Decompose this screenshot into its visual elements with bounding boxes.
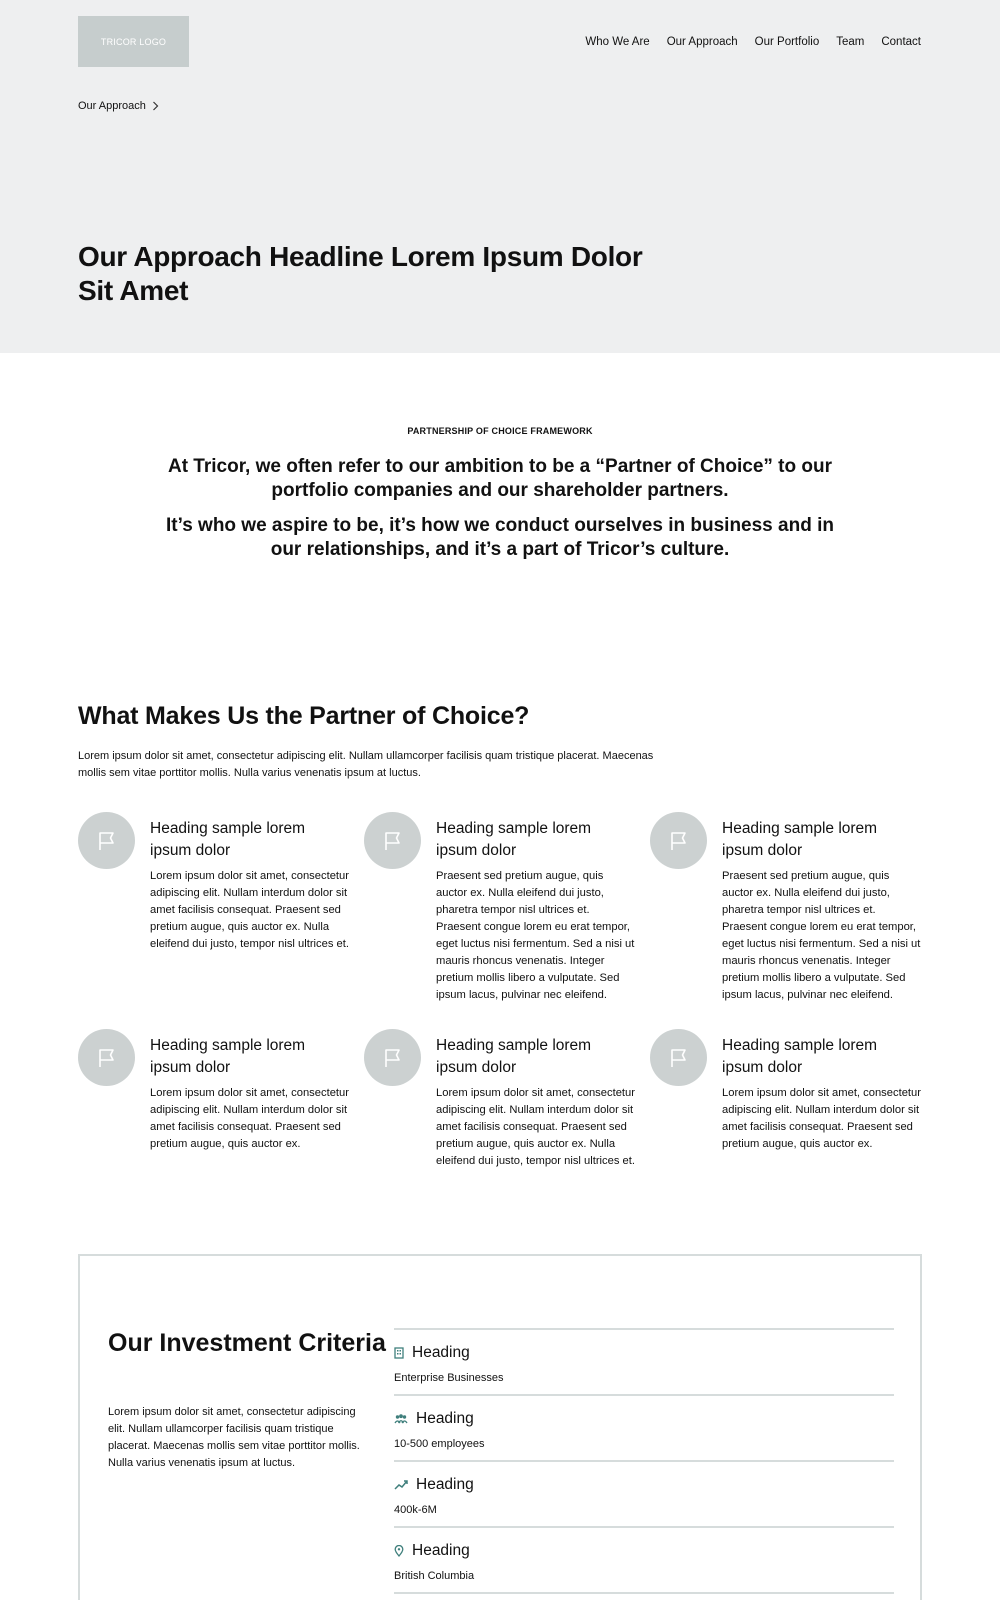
building-icon [394, 1347, 404, 1359]
criteria-row [394, 1328, 894, 1394]
feature-body: Lorem ipsum dolor sit amet, consectetur adipiscing elit. Nullam interdum dolor sit amet facilisis consequat. Praesent sed pretium augue, quis auctor ex. [722, 1087, 921, 1150]
main-nav [568, 36, 921, 48]
feature-heading: Heading sample lorem ipsum dolor [436, 820, 592, 859]
flag-icon [364, 1029, 421, 1086]
page-title: Our Approach Headline Lorem Ipsum Dolor Sit Amet [78, 241, 643, 306]
criteria-title: Our Investment Criteria [108, 1329, 386, 1357]
feature-heading: Heading sample lorem ipsum dolor [436, 1037, 592, 1076]
criteria-description: Lorem ipsum dolor sit amet, consectetur adipiscing elit. Nullam ullamcorper facilisis quam tristique placerat. Maecenas mollis sem vitae porttitor mollis. Nulla varius venenatis ipsum at luctus. [108, 1406, 360, 1469]
hero-section [0, 0, 1000, 353]
criteria-value: 10-500 employees [394, 1438, 485, 1450]
flag-icon [650, 1029, 707, 1086]
nav-team[interactable]: Team [836, 36, 865, 48]
criteria-value: 400k-6M [394, 1504, 437, 1516]
feature-heading: Heading sample lorem ipsum dolor [150, 820, 306, 859]
site-logo[interactable]: TRICOR LOGO [78, 16, 189, 67]
feature-heading: Heading sample lorem ipsum dolor [722, 820, 878, 859]
chevron-right-icon [152, 101, 159, 111]
flag-icon [78, 812, 135, 869]
criteria-heading: Heading [412, 1542, 470, 1559]
location-pin-icon [394, 1545, 404, 1557]
investment-criteria-box [78, 1254, 922, 1600]
breadcrumb-label: Our Approach [78, 100, 146, 112]
criteria-divider [394, 1592, 894, 1594]
feature-body: Lorem ipsum dolor sit amet, consectetur adipiscing elit. Nullam interdum dolor sit amet facilisis consequat. Praesent sed pretium augue, quis auctor ex. [150, 1087, 349, 1150]
partner-section-title: What Makes Us the Partner of Choice? [78, 702, 530, 730]
criteria-heading: Heading [416, 1410, 474, 1427]
nav-contact[interactable]: Contact [881, 36, 921, 48]
feature-body: Lorem ipsum dolor sit amet, consectetur adipiscing elit. Nullam interdum dolor sit amet facilisis consequat. Praesent sed pretium augue, quis auctor ex. Nulla eleifend dui justo, tempor nisl ultrices et. [150, 870, 349, 950]
flag-icon [364, 812, 421, 869]
criteria-heading: Heading [412, 1344, 470, 1361]
growth-icon [394, 1479, 408, 1491]
breadcrumb[interactable] [78, 100, 159, 112]
framework-eyebrow: PARTNERSHIP OF CHOICE FRAMEWORK [407, 426, 593, 436]
feature-body: Praesent sed pretium augue, quis auctor ex. Nulla eleifend dui justo, pharetra tempor nisl ultrices et. Praesent congue lorem eu erat tempor, eget luctus nisi fermentum. Sed a nisi ut mauris rhoncus venenatis. Integer pretium mollis libero a vulputate. Sed ipsum lacus, pulvinar nec eleifend. [722, 870, 921, 1001]
partner-section-intro: Lorem ipsum dolor sit amet, consectetur adipiscing elit. Nullam ullamcorper facilisis quam tristique placerat. Maecenas mollis sem vitae porttitor mollis. Nulla varius venenatis ipsum at luctus. [78, 750, 654, 779]
feature-body: Lorem ipsum dolor sit amet, consectetur adipiscing elit. Nullam interdum dolor sit amet facilisis consequat. Praesent sed pretium augue, quis auctor ex. Nulla eleifend dui justo, tempor nisl ultrices et. [436, 1087, 635, 1167]
feature-heading: Heading sample lorem ipsum dolor [150, 1037, 306, 1076]
criteria-value: British Columbia [394, 1570, 475, 1582]
criteria-row [394, 1394, 894, 1460]
criteria-row [394, 1460, 894, 1526]
flag-icon [650, 812, 707, 869]
framework-lead-1: At Tricor, we often refer to our ambition to be a “Partner of Choice” to our portfolio companies and our shareholder partners. [167, 456, 832, 501]
nav-who-we-are[interactable]: Who We Are [585, 36, 650, 48]
feature-heading: Heading sample lorem ipsum dolor [722, 1037, 878, 1076]
criteria-heading: Heading [416, 1476, 474, 1493]
nav-our-portfolio[interactable]: Our Portfolio [754, 36, 820, 48]
feature-body: Praesent sed pretium augue, quis auctor ex. Nulla eleifend dui justo, pharetra tempor nisl ultrices et. Praesent congue lorem eu erat tempor, eget luctus nisi fermentum. Sed a nisi ut mauris rhoncus venenatis. Integer pretium mollis libero a vulputate. Sed ipsum lacus, pulvinar nec eleifend. [436, 870, 635, 1001]
flag-icon [78, 1029, 135, 1086]
criteria-value: Enterprise Businesses [394, 1372, 504, 1384]
nav-our-approach[interactable]: Our Approach [666, 36, 738, 48]
framework-lead-2: It’s who we aspire to be, it’s how we conduct ourselves in business and in our relationships, and it’s a part of Tricor’s culture. [166, 515, 834, 560]
people-icon [394, 1413, 408, 1425]
criteria-row [394, 1526, 894, 1592]
